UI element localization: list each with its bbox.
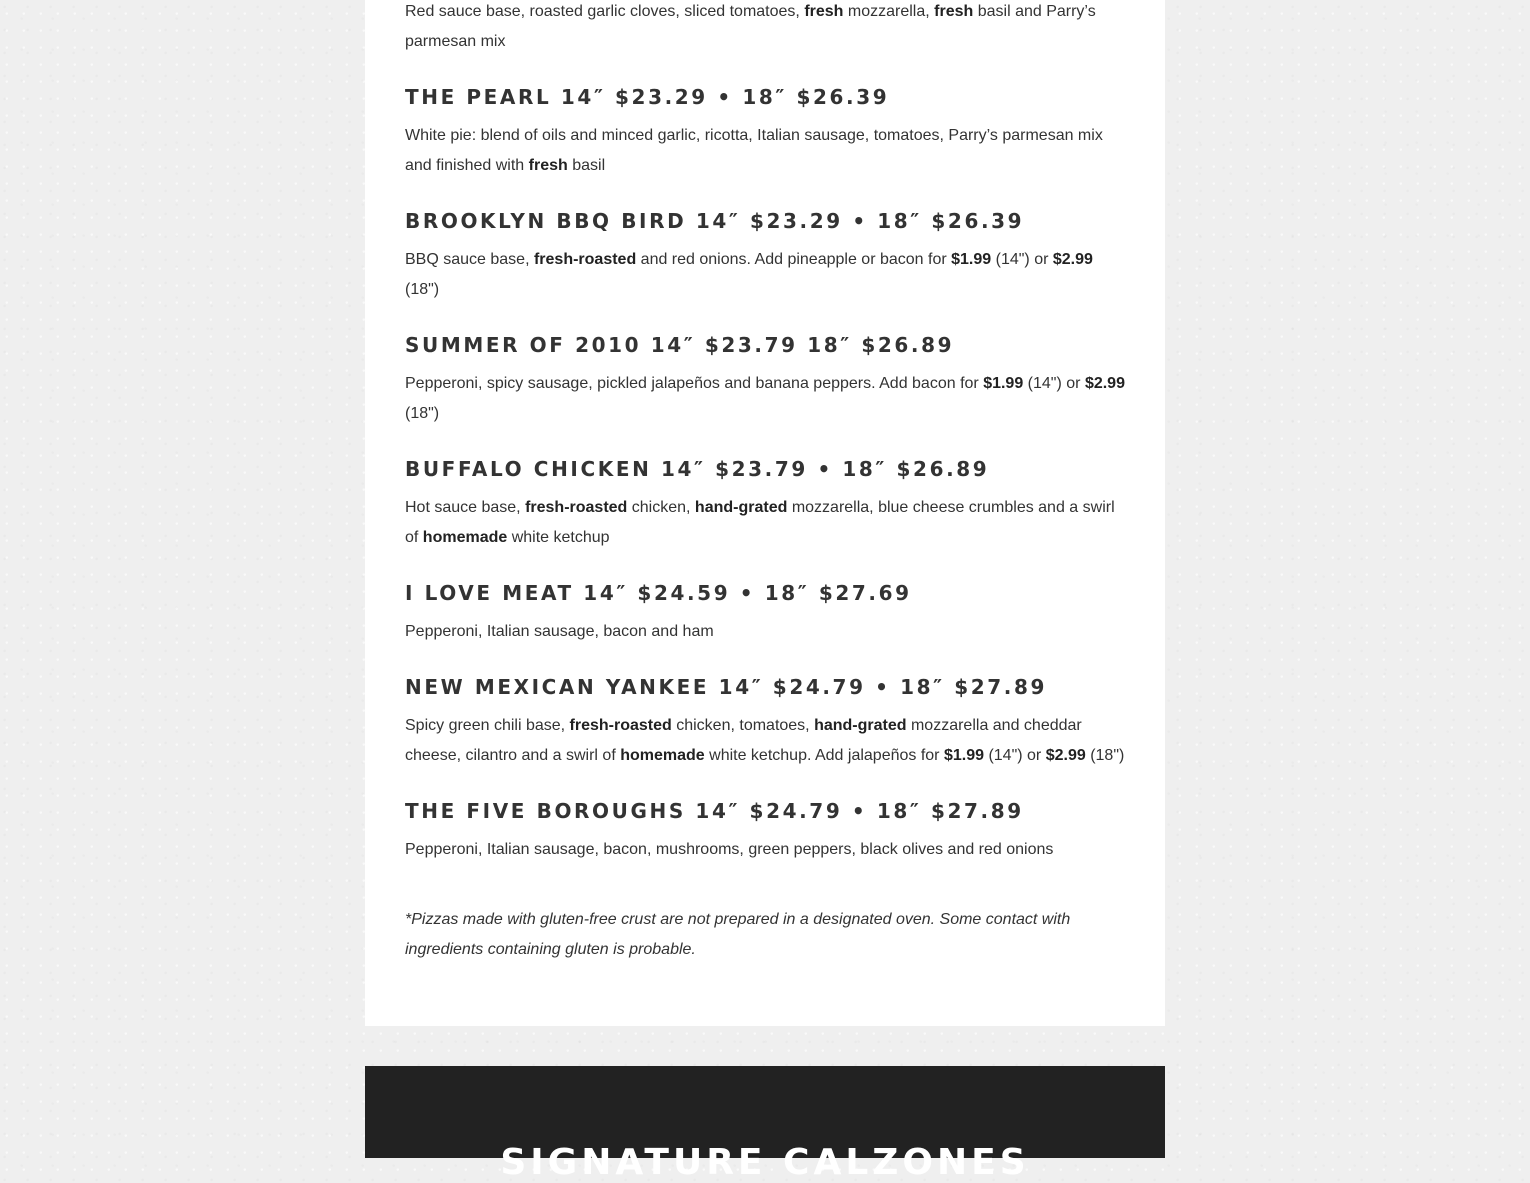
menu-item [405, 451, 1129, 553]
description-text: white ketchup. Add jalapeños for [704, 747, 944, 764]
highlighted-term: $1.99 [943, 747, 984, 764]
menu-item-title: THE PEARL 14″ $23.29 • 18″ $26.39 [405, 85, 890, 109]
description-text: basil and Parry’s parmesan mix [405, 3, 1096, 50]
description-text: (14") or [991, 251, 1053, 268]
description-text: and red onions. Add pineapple or bacon for [636, 251, 952, 268]
calzones-heading: SIGNATURE CALZONES [500, 1142, 1030, 1183]
description-text: chicken, tomatoes, [671, 717, 815, 734]
description-text: BBQ sauce base, [405, 251, 534, 268]
highlighted-term: $2.99 [1084, 375, 1125, 392]
highlighted-term: fresh [528, 157, 568, 174]
menu-item [405, 79, 1129, 181]
description-text: Pepperoni, spicy sausage, pickled jalapeños and banana peppers. Add bacon for [405, 375, 984, 392]
pizza-menu-card [365, 0, 1165, 1026]
menu-item-description [405, 835, 1129, 865]
highlighted-term: fresh-roasted [525, 499, 628, 516]
menu-item-title: THE FIVE BOROUGHS 14″ $24.79 • 18″ $27.89 [405, 799, 1024, 823]
highlighted-term: fresh [804, 3, 844, 20]
menu-item-description [405, 121, 1129, 181]
menu-item-description [405, 245, 1129, 305]
menu-item [405, 0, 1129, 57]
description-text: mozzarella, [843, 3, 935, 20]
highlighted-term: hand-grated [694, 499, 788, 516]
gluten-free-disclaimer: *Pizzas made with gluten-free crust are not prepared in a designated oven. Some contact with ingredients containing gluten is probable. [405, 911, 1071, 958]
description-text: (14") or [984, 747, 1046, 764]
description-text: White pie: blend of oils and minced garlic, ricotta, Italian sausage, tomatoes, Parry’s parmesan mix and finished with [405, 127, 1103, 174]
description-text: Pepperoni, Italian sausage, bacon, mushrooms, green peppers, black olives and red onions [405, 841, 1054, 858]
highlighted-term: fresh [934, 3, 974, 20]
highlighted-term: homemade [620, 747, 705, 764]
menu-item-description [405, 493, 1129, 553]
highlighted-term: $2.99 [1045, 747, 1086, 764]
signature-calzones-section [365, 1066, 1165, 1183]
description-text: Spicy green chili base, [405, 717, 570, 734]
description-text: (18") [405, 281, 440, 298]
highlighted-term: $2.99 [1052, 251, 1093, 268]
menu-item-title: SUMMER OF 2010 14″ $23.79 18″ $26.89 [405, 333, 955, 357]
description-text: (18") [1085, 747, 1125, 764]
highlighted-term: $1.99 [983, 375, 1024, 392]
highlighted-term: fresh-roasted [569, 717, 672, 734]
menu-item-description [405, 369, 1129, 429]
menu-item-description [405, 617, 1129, 647]
highlighted-term: hand-grated [814, 717, 907, 734]
description-text: (14") or [1023, 375, 1085, 392]
menu-item-title: I LOVE MEAT 14″ $24.59 • 18″ $27.69 [405, 581, 912, 605]
highlighted-term: homemade [422, 529, 508, 546]
menu-item-description [405, 711, 1129, 771]
menu-item-title: NEW MEXICAN YANKEE 14″ $24.79 • 18″ $27.89 [405, 675, 1048, 699]
description-text: Pepperoni, Italian sausage, bacon and ham [405, 623, 714, 640]
description-text: mozzarella and cheddar cheese, cilantro and a swirl of [405, 717, 1082, 764]
description-text: Hot sauce base, [405, 499, 526, 516]
description-text: mozzarella, blue cheese crumbles and a swirl of [405, 499, 1115, 546]
menu-item-description [405, 0, 1129, 57]
description-text: (18") [405, 405, 440, 422]
description-text: chicken, [627, 499, 695, 516]
menu-item [405, 793, 1129, 865]
menu-item-title: BROOKLYN BBQ BIRD 14″ $23.29 • 18″ $26.39 [405, 209, 1025, 233]
description-text: basil [567, 157, 606, 174]
description-text: Red sauce base, roasted garlic cloves, sliced tomatoes, [405, 3, 805, 20]
menu-item [405, 575, 1129, 647]
menu-item-title: BUFFALO CHICKEN 14″ $23.79 • 18″ $26.89 [405, 457, 990, 481]
description-text: white ketchup [507, 529, 610, 546]
menu-item [405, 327, 1129, 429]
menu-item [405, 203, 1129, 305]
highlighted-term: fresh-roasted [533, 251, 637, 268]
menu-item [405, 669, 1129, 771]
pizza-menu-list [405, 0, 1129, 887]
highlighted-term: $1.99 [951, 251, 992, 268]
